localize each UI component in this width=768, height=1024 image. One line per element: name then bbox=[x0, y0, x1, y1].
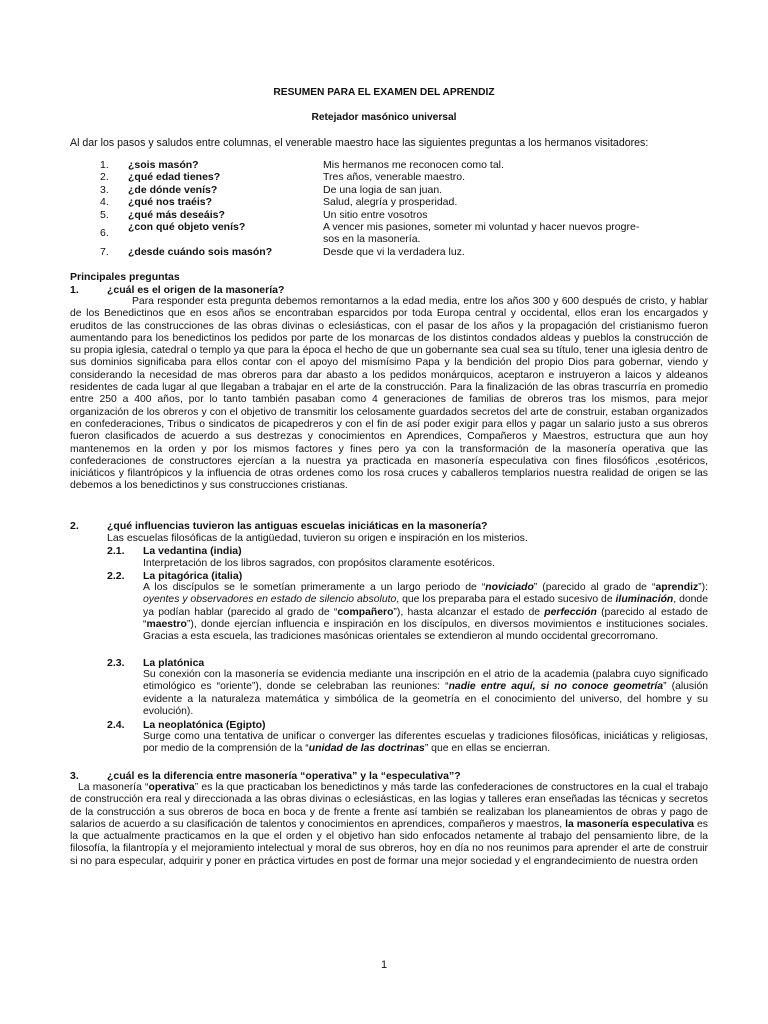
section-heading-principales: Principales preguntas bbox=[70, 271, 180, 283]
section-body: La masonería “operativa” es la que practicaban los benedictinos y más tarde las confederaciones de constructores en la cual el trabajo de construcción era real y direccionada a las obras divinas o eclesiásticas, en las logias y talleres eran enseñadas las técnicas y secretos de la construcción a sus obreros de boca en boca y de frente a frente así también se realizaban los planeamientos de obras y pago de salarios de acuerdo a su clasificación de talentos y conocimientos en aprendices, compañeros y maestros, la masonería especulativa es la que actualmente practicamos en la que el orden y el objetivo han sido enfocados netamente al trabajo del pensamiento libre, de la filosofía, la filantropía y el mejoramiento intelectual y moral de sus obreros, hoy en día no nos reunimos para aprender el arte de construir si no para especular, adquirir y poner en práctica virtudes en post de formar una mejor sociedad y el engrandecimiento de nuestra orden bbox=[70, 782, 709, 867]
answer: Salud, alegría y prosperidad. bbox=[323, 196, 458, 209]
list-item bbox=[100, 221, 700, 246]
list-item bbox=[100, 196, 700, 208]
question: ¿con qué objeto venís? bbox=[128, 220, 246, 233]
subsection-body: A los discípulos se le sometían primeramente a un largo periodo de “noviciado” (parecido al grado de “aprendiz”): oyentes y observadores en estado de silencio absoluto, que los preparaba para el estado sucesivo de iluminación, donde ya podían hablar (parecido al grado de “compañero”), hasta alcanzar el estado de perfección (parecido al estado de “maestro”), donde ejercían influencia e inspiración en los discípulos, en diversos movimientos e instituciones sociales. Gracias a esta escuela, las tradiciones masónicas orientales se extendieron al mundo occidental grecorromano. bbox=[143, 582, 708, 643]
item-number: 5. bbox=[100, 208, 109, 221]
list-item bbox=[100, 184, 700, 196]
answer-line: sos en la masonería. bbox=[323, 233, 421, 246]
subsection-title: La pitagórica (italia) bbox=[143, 570, 243, 582]
list-item bbox=[100, 246, 700, 258]
question: ¿qué nos traéis? bbox=[128, 196, 213, 209]
answer: Mis hermanos me reconocen como tal. bbox=[323, 159, 504, 171]
item-number: 2. bbox=[100, 171, 109, 184]
section-number: 1. bbox=[70, 284, 79, 296]
page-number: 1 bbox=[380, 959, 388, 971]
answer: Desde que vi la verdadera luz. bbox=[323, 245, 465, 258]
answer-line: A vencer mis pasiones, someter mi voluntad y hacer nuevos progre- bbox=[323, 220, 640, 233]
subsection-number: 2.3. bbox=[107, 657, 125, 669]
answer: De una logia de san juan. bbox=[323, 183, 443, 196]
item-number: 3. bbox=[100, 183, 109, 196]
item-number: 6. bbox=[100, 226, 109, 239]
subsection-title: La neoplatónica (Egipto) bbox=[143, 719, 266, 731]
list-item bbox=[100, 171, 700, 183]
section-title: ¿qué influencias tuvieron las antiguas escuelas iniciáticas en la masonería? bbox=[107, 520, 488, 532]
list-item bbox=[100, 209, 700, 221]
document-title: RESUMEN PARA EL EXAMEN DEL APRENDIZ bbox=[273, 87, 495, 98]
item-number: 4. bbox=[100, 196, 109, 209]
question: ¿de dónde venís? bbox=[128, 183, 218, 196]
subsection-body: Interpretación de los libros sagrados, con propósitos claramente esotéricos. bbox=[143, 557, 495, 569]
subsection-title: La vedantina (india) bbox=[143, 545, 242, 557]
item-number: 7. bbox=[100, 245, 109, 258]
subsection-title: La platónica bbox=[143, 657, 205, 669]
section-title: ¿cuál es el origen de la masonería? bbox=[107, 284, 285, 296]
subsection-number: 2.4. bbox=[107, 719, 125, 731]
question: ¿desde cuándo sois masón? bbox=[128, 245, 273, 258]
subsection-number: 2.2. bbox=[107, 570, 125, 582]
section-intro: Las escuelas filosóficas de la antigüedad, tuvieron su origen e inspiración en los misterios. bbox=[107, 532, 528, 544]
question: ¿qué más deseáis? bbox=[128, 208, 225, 221]
answer: Un sitio entre vosotros bbox=[323, 208, 428, 221]
section-number: 3. bbox=[70, 770, 79, 782]
list-item bbox=[100, 159, 700, 171]
qa-list bbox=[100, 159, 700, 258]
section-number: 2. bbox=[70, 520, 79, 532]
subsection-body: Su conexión con la masonería se evidencia mediante una inscripción en el atrio de la academia (palabra cuyo significado etimológico es “oriente”), donde se celebraban las reuniones: “nadie entre aquí, si no conoce geometría” (alusión evidente a la naturaleza matemática y simbólica de la geometría en el conocimiento del universo, del hombre y su evolución). bbox=[143, 669, 708, 717]
question: ¿qué edad tienes? bbox=[128, 171, 221, 184]
intro-paragraph: Al dar los pasos y saludos entre columnas, el venerable maestro hace las siguientes preguntas a los hermanos visitadores: bbox=[70, 137, 649, 149]
answer bbox=[323, 221, 693, 246]
section-body: Para responder esta pregunta debemos remontarnos a la edad media, entre los años 300 y 600 después de cristo, y hablar de los Benedictinos que en esos años se encontraban esparcidos por toda Europa central y occidental, ellos eran los encargados y eruditos de las construcciones de las obras divinas o eclesiásticas, con el pasar de los años y la propagación del cristianismo fueron aumentando para los benedictinos los pedidos por parte de los monarcas de los distintos condados aldeas y pueblos la construcción de su propia iglesia, catedral o templo ya que para la época el hecho de que un gobernante sea cual sea su título, tener una iglesia dentro de sus dominios significaba para ellos contar con el apoyo del mismísimo Papa y la bendición del propio Dios para gobernar, viendo y considerando la necesidad de mas obreros para dar abasto a los pedidos monárquicos, aceptaron e instruyeron a laicos y aldeanos residentes de cada lugar al que llegaban a trabajar en el arte de la construcción. Para la finalización de las obras trascurría en promedio entre 250 a 400 años, por lo tanto también pasaban como 4 generaciones de familias de obreros tras los mismos, para mejor organización de los obreros y con el objetivo de transmitir los celosamente guardados secretos del arte de construir, estaban organizados en confederaciones, Tribus o sindicatos de picapedreros y con el fin de así poder exigir para ellos y pagar un salario justo a sus obreros fueron clasificados de acuerdo a sus destrezas y conocimientos en Aprendices, Compañeros y Maestros, estructura que aun hoy mantenemos en la orden y por los mismos factores y fines pero ya con la transformación de la masonería operativa que las confederaciones de constructores ejercían a la nuestra ya practicada en masonería especulativa con fines filosóficos ,esotéricos, iniciáticos y filantrópicos y la influencia de otras ordenes como los rosa cruces y caballeros templarios nuestra realidad de origen se las debemos a los benedictinos y sus construcciones cristianas. bbox=[70, 296, 708, 492]
section-title: ¿cuál es la diferencia entre masonería “operativa” y la “especulativa”? bbox=[107, 770, 461, 782]
subsection-number: 2.1. bbox=[107, 545, 125, 557]
question: ¿sois masón? bbox=[128, 159, 199, 171]
answer: Tres años, venerable maestro. bbox=[323, 171, 466, 184]
document-subtitle: Retejador masónico universal bbox=[311, 112, 457, 123]
item-number: 1. bbox=[100, 159, 109, 171]
subsection-body: Surge como una tentativa de unificar o converger las diferentes escuelas y tradiciones filosóficas, iniciáticas y religiosas, por medio de la comprensión de la “unidad de las doctrinas” que en ellas se encierran. bbox=[143, 731, 708, 755]
